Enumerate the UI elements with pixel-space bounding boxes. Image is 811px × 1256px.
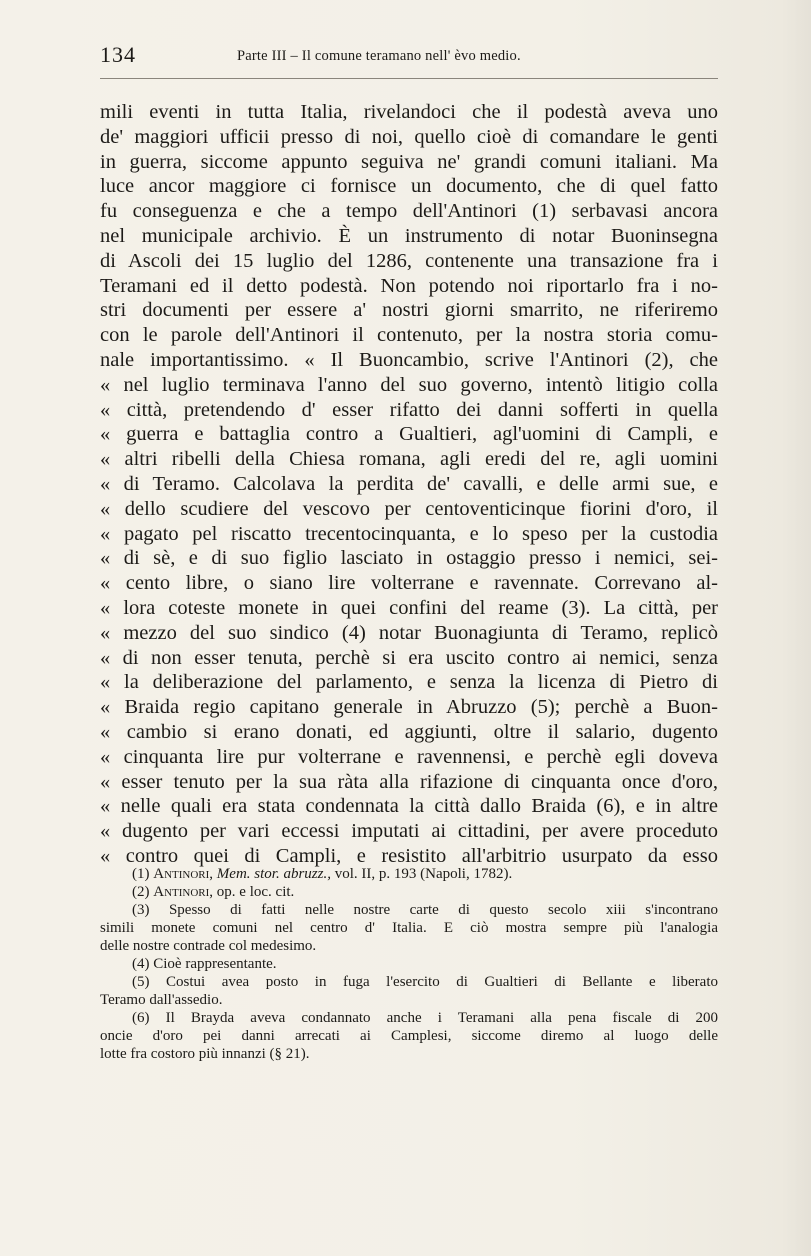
text-line: « cento libre, o siano lire volterrane e ravennate. Correvano al- xyxy=(100,572,718,595)
text-line: « lora coteste monete in quei confini del reame (3). La città, per xyxy=(100,596,718,619)
text-line: « esser tenuto per la sua ràta alla rifazione di cinquanta once d'oro, xyxy=(100,770,718,793)
footnotes xyxy=(100,865,718,1063)
text-line: Teramani ed il detto podestà. Non potendo noi riportarlo fra i no- xyxy=(100,274,718,297)
running-head: Parte III – Il comune teramano nell' èvo medio. xyxy=(237,48,521,64)
footnote-3 xyxy=(100,901,718,955)
text-line: « cinquanta lire pur volterrane e ravennensi, e perchè egli doveva xyxy=(100,745,718,768)
footnote-4: (4) Cioè rappresentante. xyxy=(132,956,277,972)
footnote-line: (5) Costui avea posto in fuga l'esercito di Gualtieri di Bellante e liberato xyxy=(132,974,718,990)
footnote-line: (3) Spesso di fatti nelle nostre carte di questo secolo xiii s'incontrano xyxy=(132,902,718,918)
page-number: 134 xyxy=(100,42,136,67)
footnote-text: op. e loc. cit. xyxy=(216,884,295,900)
footnote-line: simili monete comuni nel centro d' Italia. E ciò mostra sempre più l'analogia xyxy=(100,920,718,936)
body-text xyxy=(100,100,718,869)
text-line: « pagato pel riscatto trecentocinquanta, e lo speso per la custodia xyxy=(100,522,718,545)
text-line: « la deliberazione del parlamento, e senza la licenza di Pietro di xyxy=(100,671,718,694)
header-rule xyxy=(100,78,718,79)
footnote-line: oncie d'oro pei danni arrecati ai Camplesi, siccome diremo al luogo delle xyxy=(100,1028,718,1044)
text-line: « guerra e battaglia contro a Gualtieri, agl'uomini di Campli, e xyxy=(100,423,718,446)
footnote-title: Mem. stor. abruzz., xyxy=(216,866,331,882)
footnote-marker: (1) xyxy=(132,866,150,882)
footnote-line: lotte fra costoro più innanzi (§ 21). xyxy=(100,1046,310,1062)
text-line: « di Teramo. Calcolava la perdita de' cavalli, e delle armi sue, e xyxy=(100,472,718,495)
text-line: « cambio si erano donati, ed aggiunti, oltre il salario, dugento xyxy=(100,720,718,743)
text-line: « dello scudiere del vescovo per centoventicinque fiorini d'oro, il xyxy=(100,497,718,520)
footnote-1 xyxy=(100,865,718,883)
page-header xyxy=(100,42,718,74)
text-line: mili eventi in tutta Italia, rivelandoci che il podestà aveva uno xyxy=(100,101,718,123)
footnote-line: Teramo dall'assedio. xyxy=(100,992,223,1008)
text-line: fu conseguenza e che a tempo dell'Antinori (1) serbavasi ancora xyxy=(100,200,718,223)
footnote-author: Antinori, xyxy=(153,866,214,882)
footnote-line: (6) Il Brayda aveva condannato anche i Teramani alla pena fiscale di 200 xyxy=(132,1010,718,1026)
text-line: « contro quei di Campli, e resistito all'arbitrio usurpato da esso xyxy=(100,844,718,867)
footnote-text: vol. II, p. 193 (Napoli, 1782). xyxy=(334,866,513,882)
text-line: di Ascoli dei 15 luglio del 1286, contenente una transazione fra i xyxy=(100,249,718,272)
text-line: « Braida regio capitano generale in Abruzzo (5); perchè a Buon- xyxy=(100,696,718,719)
text-line: luce ancor maggiore ci fornisce un documento, che di quel fatto xyxy=(100,175,718,198)
footnote-marker: (2) xyxy=(132,884,150,900)
page-edge-shadow xyxy=(781,0,811,1256)
text-line: de' maggiori ufficii presso di noi, quello cioè di comandare le genti xyxy=(100,125,718,148)
text-line: « di non esser tenuta, perchè si era uscito contro ai nemici, senza xyxy=(100,646,718,669)
text-line: « dugento per vari eccessi imputati ai cittadini, per avere proceduto xyxy=(100,820,718,843)
text-line: « nelle quali era stata condennata la città dallo Braida (6), e in altre xyxy=(100,795,718,818)
footnote-author: Antinori, xyxy=(153,884,214,900)
footnote-5 xyxy=(100,973,718,1009)
text-line: nel municipale archivio. È un instrumento di notar Buoninsegna xyxy=(100,224,718,247)
text-line: « altri ribelli della Chiesa romana, agli eredi del re, agli uomini xyxy=(100,448,718,471)
text-line: « nel luglio terminava l'anno del suo governo, intentò litigio colla xyxy=(100,373,718,396)
text-line: « mezzo del suo sindico (4) notar Buonagiunta di Teramo, replicò xyxy=(100,621,718,644)
footnote-2 xyxy=(100,883,718,901)
text-line: nale importantissimo. « Il Buoncambio, scrive l'Antinori (2), che xyxy=(100,348,718,371)
text-line: « città, pretendendo d' esser rifatto dei danni sofferti in quella xyxy=(100,398,718,421)
text-line: con le parole dell'Antinori il contenuto, per la nostra storia comu- xyxy=(100,324,718,347)
text-line: stri documenti per essere a' nostri giorni smarrito, ne riferiremo xyxy=(100,299,718,322)
text-line: in guerra, siccome appunto seguiva ne' grandi comuni italiani. Ma xyxy=(100,150,718,173)
footnote-line: delle nostre contrade col medesimo. xyxy=(100,938,317,954)
text-line: « di sè, e di suo figlio lasciato in ostaggio presso i nemici, sei- xyxy=(100,547,718,570)
footnote-6 xyxy=(100,1009,718,1063)
